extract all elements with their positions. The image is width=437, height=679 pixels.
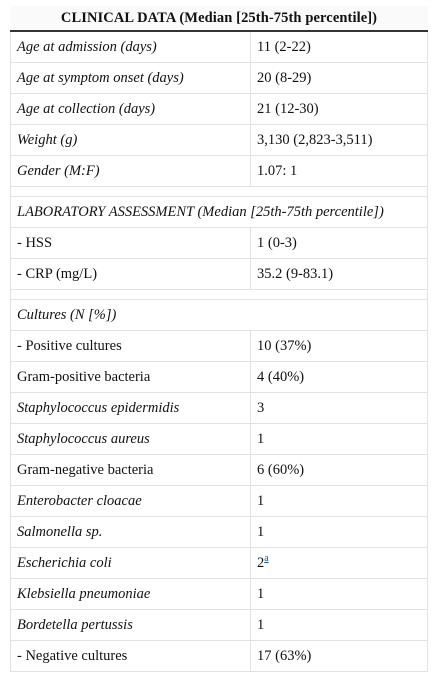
table-row: [11, 486, 428, 517]
row-label: Staphylococcus aureus: [11, 424, 251, 455]
table-row: [11, 259, 428, 290]
row-label: Gender (M:F): [11, 156, 251, 187]
table-row: [11, 125, 428, 156]
table-row: [11, 228, 428, 259]
section-row: [11, 197, 428, 228]
row-label: - Positive cultures: [11, 331, 251, 362]
row-value-with-footnote: [251, 548, 428, 579]
section-heading-laboratory: LABORATORY ASSESSMENT (Median [25th-75th percentile]): [11, 197, 428, 228]
row-value: 10 (37%): [251, 331, 428, 362]
spacer-cell: [11, 290, 428, 300]
row-label: Bordetella pertussis: [11, 610, 251, 641]
row-label: Enterobacter cloacae: [11, 486, 251, 517]
row-label: Age at collection (days): [11, 94, 251, 125]
row-value: 21 (12-30): [251, 94, 428, 125]
row-label: - Negative cultures: [11, 641, 251, 672]
row-value: 1: [251, 579, 428, 610]
row-value: 1: [251, 424, 428, 455]
row-label: Klebsiella pneumoniae: [11, 579, 251, 610]
row-value: 35.2 (9-83.1): [251, 259, 428, 290]
clinical-data-table: [10, 6, 428, 672]
row-value: 1.07: 1: [251, 156, 428, 187]
table-spacer-row: [11, 290, 428, 300]
row-label: Age at admission (days): [11, 31, 251, 63]
row-value: 1 (0-3): [251, 228, 428, 259]
table-row: [11, 63, 428, 94]
row-value: 6 (60%): [251, 455, 428, 486]
section-heading-cultures: Cultures (N [%]): [11, 300, 428, 331]
table-row: [11, 31, 428, 63]
table-row: [11, 362, 428, 393]
row-label: Age at symptom onset (days): [11, 63, 251, 94]
table-row: [11, 579, 428, 610]
section-row: [11, 300, 428, 331]
table-row: [11, 455, 428, 486]
spacer-cell: [11, 187, 428, 197]
table-row: [11, 517, 428, 548]
footnote-link[interactable]: a: [264, 552, 269, 564]
row-value: 3: [251, 393, 428, 424]
table-row: [11, 393, 428, 424]
table-row: [11, 156, 428, 187]
table-row: [11, 548, 428, 579]
table-row: [11, 424, 428, 455]
row-label: Staphylococcus epidermidis: [11, 393, 251, 424]
row-label: Gram-negative bacteria: [11, 455, 251, 486]
table-header: CLINICAL DATA (Median [25th-75th percentile]): [11, 6, 428, 31]
row-value: 3,130 (2,823-3,511): [251, 125, 428, 156]
row-value: 4 (40%): [251, 362, 428, 393]
table-row: [11, 641, 428, 672]
row-label: Gram-positive bacteria: [11, 362, 251, 393]
table-header-row: [11, 6, 428, 31]
row-label: - CRP (mg/L): [11, 259, 251, 290]
table-row: [11, 610, 428, 641]
row-value: 2: [257, 554, 265, 571]
table-row: [11, 331, 428, 362]
row-label: Weight (g): [11, 125, 251, 156]
table-row: [11, 94, 428, 125]
row-value: 1: [251, 486, 428, 517]
row-label: Escherichia coli: [11, 548, 251, 579]
row-value: 11 (2-22): [251, 31, 428, 63]
row-value: 1: [251, 517, 428, 548]
row-value: 17 (63%): [251, 641, 428, 672]
row-value: 1: [251, 610, 428, 641]
row-value: 20 (8-29): [251, 63, 428, 94]
row-label: - HSS: [11, 228, 251, 259]
table-spacer-row: [11, 187, 428, 197]
row-label: Salmonella sp.: [11, 517, 251, 548]
